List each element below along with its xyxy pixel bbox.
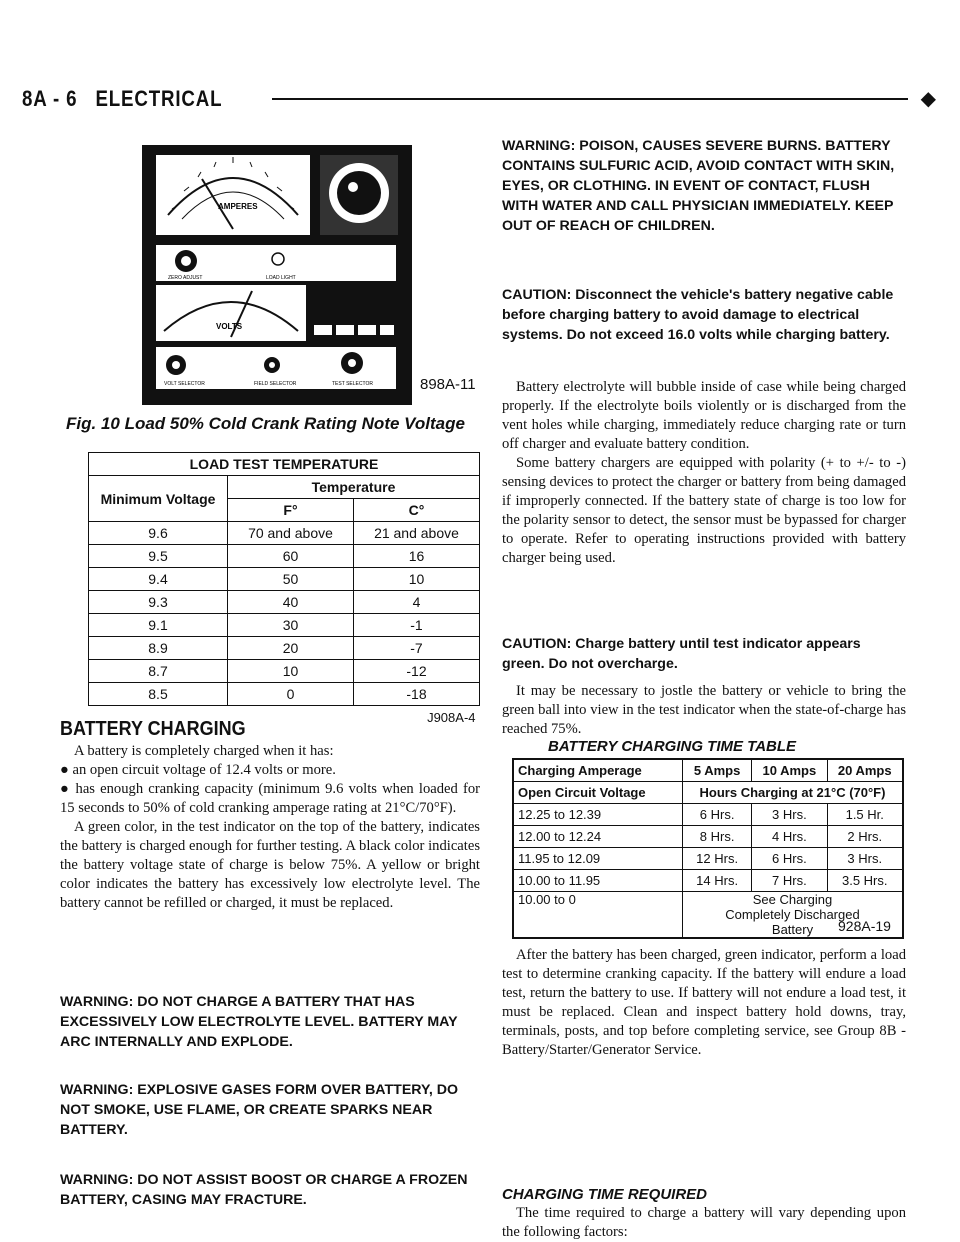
bullet-item: ● an open circuit voltage of 12.4 volts or more.: [60, 762, 336, 778]
col-5-amps: 5 Amps: [683, 759, 752, 782]
figure-caption: Fig. 10 Load 50% Cold Crank Rating Note Voltage: [66, 414, 465, 433]
col-hours-charging: Hours Charging at 21°C (70°F): [683, 782, 904, 804]
table-row: 8.7 10 -12: [89, 660, 480, 683]
table-row: 8.9 20 -7: [89, 637, 480, 660]
table-row: 10.00 to 11.95 14 Hrs. 7 Hrs. 3.5 Hrs.: [513, 870, 903, 892]
charging-table-code: 928A-19: [838, 918, 891, 934]
warning-explosive-gases: WARNING: EXPLOSIVE GASES FORM OVER BATTERY, DO NOT SMOKE, USE FLAME, OR CREATE SPARKS NEAR BATTERY.: [60, 1082, 459, 1138]
time-factors-paragraph: The time required to charge a battery will vary depending upon the following factors:: [502, 1205, 906, 1240]
col-open-circuit-voltage: Open Circuit Voltage: [513, 782, 683, 804]
figure-code: 898A-11: [420, 376, 476, 393]
table-code: J908A-4: [427, 709, 476, 725]
bullet-dot-icon: ●: [60, 762, 73, 778]
section-title: 8A - 6 ELECTRICAL: [22, 86, 223, 111]
tester-illustration: [142, 145, 412, 405]
tester-drawing: [142, 145, 412, 405]
load-test-temperature-table: [88, 452, 480, 728]
battery-charging-section: [60, 742, 480, 913]
table-row: 12.00 to 12.24 8 Hrs. 4 Hrs. 2 Hrs.: [513, 826, 903, 848]
after-charge-paragraph: After the battery has been charged, green indicator, perform a load test to determine cranking capacity. If the battery will endure a load test, return the battery to use. If battery will not endure a load test, it must be replaced. Clean and inspect battery hold downs, tray, terminals, posts, and top before completing service, see Group 8B - Battery/Starter/Generator Service.: [502, 947, 906, 1058]
table-row: 12.25 to 12.39 6 Hrs. 3 Hrs. 1.5 Hr.: [513, 804, 903, 826]
table-row: 8.5 0 -18: [89, 683, 480, 706]
svg-text:VOLTS: VOLTS: [216, 322, 243, 331]
polarity-paragraph: Some battery chargers are equipped with polarity (+ to +/- to -) sensing devices to protect the charger or battery from being damaged if improperly connected. If the battery state of charge is too low for the polarity sensor to detect, the sensor must be bypassed for charger to operate. Refer to operating instructions provided with battery charger being used.: [502, 455, 906, 566]
table-row: 9.4 50 10: [89, 568, 480, 591]
table-row: 9.5 60 16: [89, 545, 480, 568]
table-title: LOAD TEST TEMPERATURE: [89, 453, 480, 476]
svg-text:TEST SELECTOR: TEST SELECTOR: [332, 381, 373, 387]
jostle-paragraph: It may be necessary to jostle the battery or vehicle to bring the green ball into view in the test indicator when the state-of-charge has reached 75%.: [502, 683, 906, 737]
charging-time-table-title: BATTERY CHARGING TIME TABLE: [548, 738, 797, 755]
header-rule: [272, 98, 908, 100]
charging-time-table: [512, 758, 904, 939]
col-fahrenheit: F°: [228, 499, 354, 522]
table-row: 9.6 70 and above 21 and above: [89, 522, 480, 545]
col-min-voltage: Minimum Voltage: [89, 476, 228, 522]
indicator-paragraph: A green color, in the test indicator on the top of the battery, indicates the battery is charged enough for further testing. A black color indicates the battery voltage state of charge is below 75%. A yellow or bright color indicates the battery has excessively low electrolyte level. The battery cannot be refilled or charged, it must be replaced.: [60, 819, 480, 911]
svg-text:FIELD SELECTOR: FIELD SELECTOR: [254, 381, 297, 387]
charging-paragraphs: [502, 378, 906, 568]
col-temperature: Temperature: [228, 476, 480, 499]
col-charging-amperage: Charging Amperage: [513, 759, 683, 782]
caution-overcharge: CAUTION: Charge battery until test indicator appears green. Do not overcharge.: [502, 636, 861, 672]
bullet-dot-icon: ●: [60, 781, 76, 797]
caution-disconnect: CAUTION: Disconnect the vehicle's battery negative cable before charging battery to avoid damage to electrical systems. Do not exceed 16.0 volts while charging battery.: [502, 287, 894, 343]
table-row: 10.00 to 0 See Charging Completely Discharged Battery: [513, 892, 903, 939]
svg-text:ZERO ADJUST: ZERO ADJUST: [168, 275, 203, 281]
svg-text:VOLT SELECTOR: VOLT SELECTOR: [164, 381, 205, 387]
page-header: [22, 86, 938, 116]
svg-text:AMPERES: AMPERES: [218, 202, 258, 211]
warning-low-electrolyte: WARNING: DO NOT CHARGE A BATTERY THAT HAS EXCESSIVELY LOW ELECTROLYTE LEVEL. BATTERY MAY ARC INTERNALLY AND EXPLODE.: [60, 994, 458, 1050]
col-celsius: C°: [354, 499, 480, 522]
col-20-amps: 20 Amps: [827, 759, 903, 782]
table-row: 9.3 40 4: [89, 591, 480, 614]
warning-frozen-battery: WARNING: DO NOT ASSIST BOOST OR CHARGE A FROZEN BATTERY, CASING MAY FRACTURE.: [60, 1172, 468, 1208]
table-row: 11.95 to 12.09 12 Hrs. 6 Hrs. 3 Hrs.: [513, 848, 903, 870]
col-10-amps: 10 Amps: [752, 759, 827, 782]
diamond-marker: ◆: [920, 88, 936, 110]
ammeter-face: [156, 155, 310, 235]
table-row: 9.1 30 -1: [89, 614, 480, 637]
svg-text:LOAD LIGHT: LOAD LIGHT: [266, 275, 296, 281]
intro-text: A battery is completely charged when it has:: [74, 743, 334, 759]
warning-poison: WARNING: POISON, CAUSES SEVERE BURNS. BATTERY CONTAINS SULFURIC ACID, AVOID CONTACT WITH SKIN, EYES, OR CLOTHING. IN EVENT OF CONTACT, FLUSH WITH WATER AND CALL PHYSICIAN IMMEDIATELY. KEEP OUT OF REACH OF CHILDREN.: [502, 138, 895, 234]
bullet-item: ● has enough cranking capacity (minimum 9.6 volts when loaded for 15 seconds to 50% of cold cranking amperage rating at 21°C/70°F).: [60, 781, 480, 816]
heading-battery-charging: BATTERY CHARGING: [60, 718, 246, 740]
charging-time-required-heading: CHARGING TIME REQUIRED: [502, 1186, 708, 1203]
electrolyte-paragraph: Battery electrolyte will bubble inside of case while being charged properly. If the electrolyte boils violently or is discharged from the vent holes while charging, immediately reduce charging rate or turn off charger and evaluate battery condition.: [502, 379, 906, 452]
